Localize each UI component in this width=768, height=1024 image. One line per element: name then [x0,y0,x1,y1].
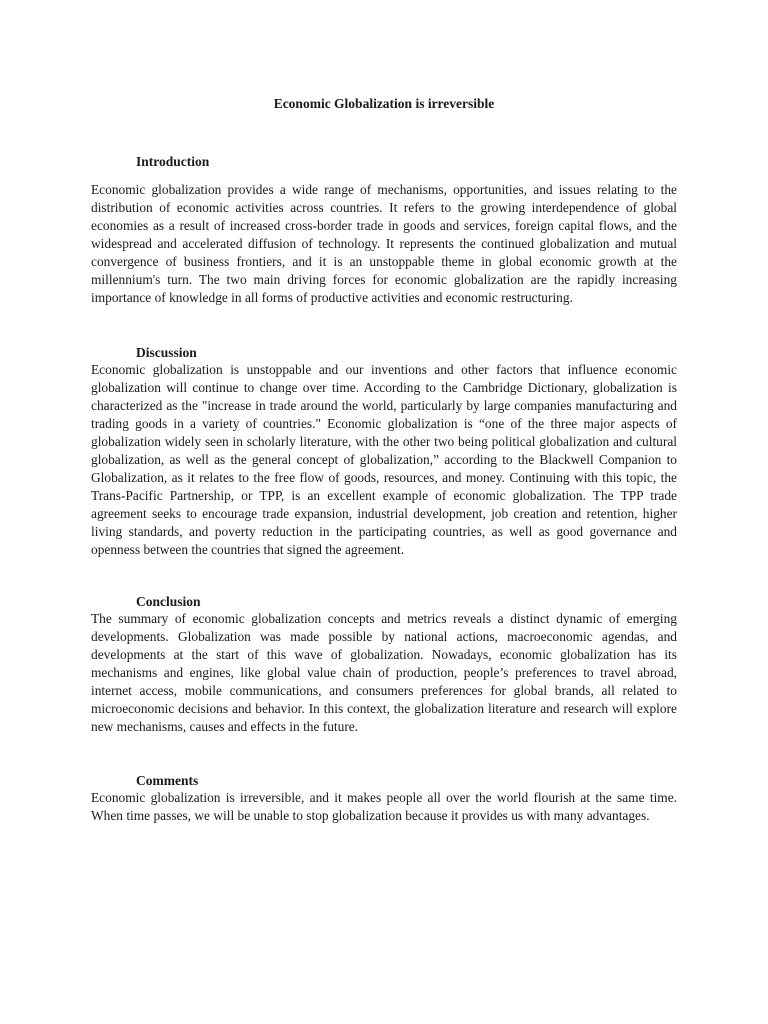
section-heading-discussion: Discussion [136,345,197,360]
section-heading-comments: Comments [136,773,199,788]
document-title: Economic Globalization is irreversible [273,96,495,111]
section-body-discussion: Economic globalization is unstoppable and our inventions and other factors that influence economic globalization will continue to change over time. According to the Cambridge Dictionary, globalization is characterized as the "increase in trade around the world, particularly by large companies manufacturing and trading goods in a variety of countries." Economic globalization is “one of the three major aspects of globalization widely seen in scholarly literature, with the other two being political globalization and cultural globalization, as well as the general concept of globalization,” according to the Blackwell Companion to Globalization, as it relates to the free flow of goods, resources, and money. Continuing with this topic, the Trans-Pacific Partnership, or TPP, is an excellent example of economic globalization. The TPP trade agreement seeks to encourage trade expansion, industrial development, job creation and retention, higher living standards, and poverty reduction in the participating countries, as well as good governance and openness between the countries that signed the agreement. [91,362,677,557]
section-body-conclusion: The summary of economic globalization concepts and metrics reveals a distinct dynamic of emerging developments. Globalization was made possible by national actions, macroeconomic agendas, and developments at the start of this wave of globalization. Nowadays, economic globalization has its mechanisms and engines, like global value chain of production, people’s preferences to travel abroad, internet access, mobile communications, and consumers preferences for global brands, all related to microeconomic decisions and behavior. In this context, the globalization literature and research will explore new mechanisms, causes and effects in the future. [91,611,677,734]
section-heading-conclusion: Conclusion [136,594,201,609]
section-body-comments: Economic globalization is irreversible, and it makes people all over the world flourish at the same time. When time passes, we will be unable to stop globalization because it provides us with many advantages. [91,790,677,823]
section-body-introduction: Economic globalization provides a wide range of mechanisms, opportunities, and issues relating to the distribution of economic activities across countries. It refers to the growing interdependence of global economies as a result of increased cross-border trade in goods and services, foreign capital flows, and the widespread and accelerated diffusion of technology. It represents the continued globalization and mutual convergence of business frontiers, and it is an unstoppable theme in global economic growth at the millennium's turn. The two main driving forces for economic globalization are the rapidly increasing importance of knowledge in all forms of productive activities and economic restructuring. [91,182,677,305]
section-heading-introduction: Introduction [136,154,210,169]
